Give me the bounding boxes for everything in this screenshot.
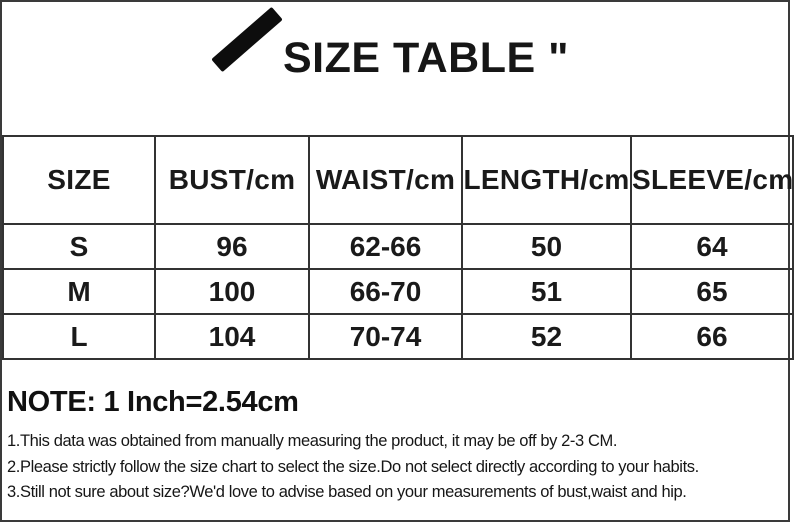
note-item-3: 3.Still not sure about size?We'd love to advise based on your measurements of bust,waist and hip. — [7, 483, 687, 501]
col-header-sleeve: SLEEVE/cm — [631, 136, 793, 224]
size-table — [2, 135, 794, 360]
cell-length: 50 — [462, 224, 631, 269]
cell-bust: 96 — [155, 224, 309, 269]
table-row-l — [3, 314, 793, 359]
cell-waist: 66-70 — [309, 269, 462, 314]
col-header-waist: WAIST/cm — [309, 136, 462, 224]
cell-size: S — [3, 224, 155, 269]
brush-stroke-icon — [211, 7, 283, 72]
cell-size: L — [3, 314, 155, 359]
cell-size: M — [3, 269, 155, 314]
page-title: SIZE TABLE " — [283, 34, 569, 82]
table-header-row — [3, 136, 793, 224]
cell-sleeve: 65 — [631, 269, 793, 314]
cell-bust: 100 — [155, 269, 309, 314]
table-row-s — [3, 224, 793, 269]
col-header-size: SIZE — [3, 136, 155, 224]
cell-bust: 104 — [155, 314, 309, 359]
notes-section — [7, 386, 789, 506]
note-heading: NOTE: 1 Inch=2.54cm — [7, 386, 299, 418]
cell-length: 52 — [462, 314, 631, 359]
col-header-length: LENGTH/cm — [462, 136, 631, 224]
table-row-m — [3, 269, 793, 314]
col-header-bust: BUST/cm — [155, 136, 309, 224]
cell-waist: 70-74 — [309, 314, 462, 359]
cell-sleeve: 66 — [631, 314, 793, 359]
note-item-1: 1.This data was obtained from manually measuring the product, it may be off by 2-3 CM. — [7, 432, 618, 450]
note-item-2: 2.Please strictly follow the size chart to select the size.Do not select directly according to your habits. — [7, 457, 699, 476]
cell-waist: 62-66 — [309, 224, 462, 269]
cell-length: 51 — [462, 269, 631, 314]
cell-sleeve: 64 — [631, 224, 793, 269]
